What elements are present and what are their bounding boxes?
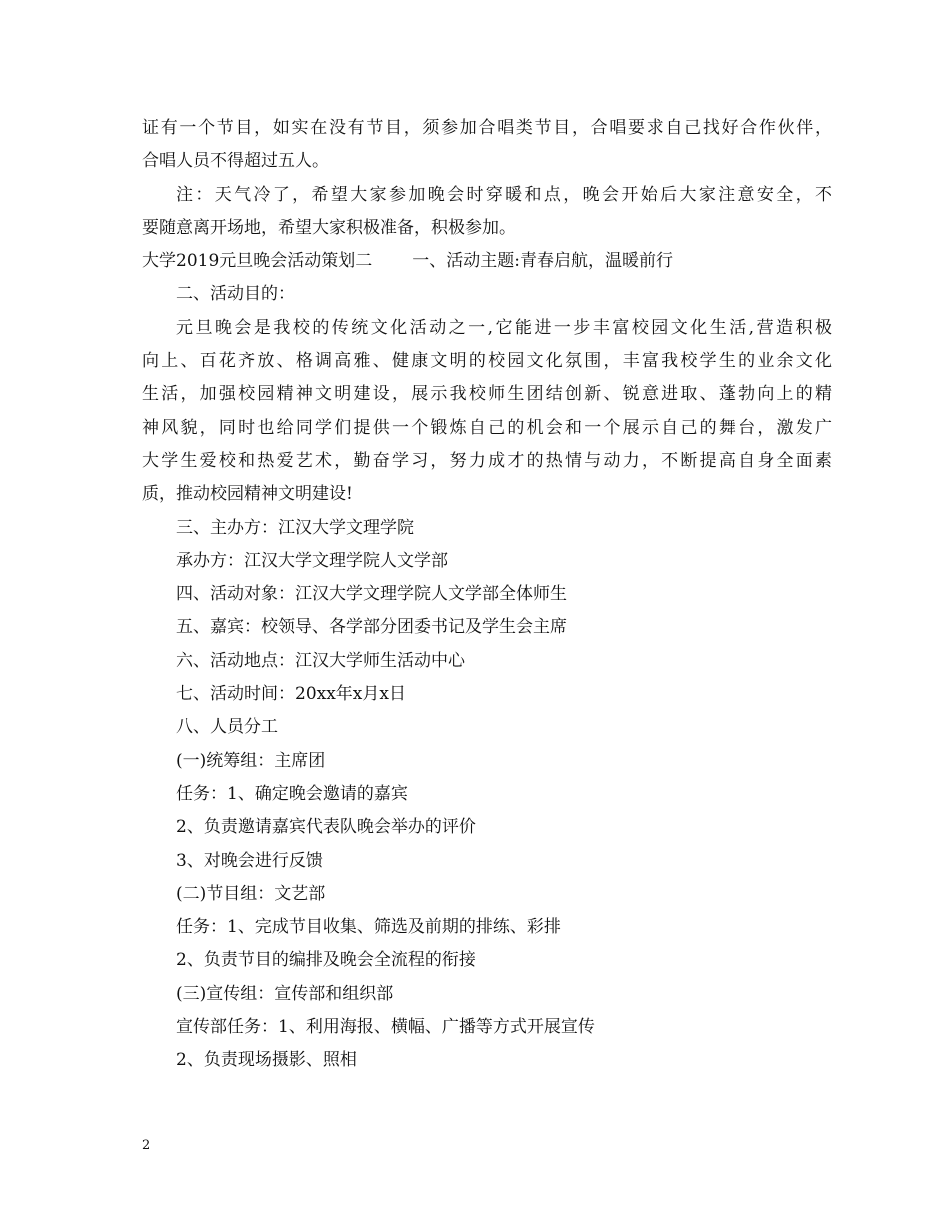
section-heading xyxy=(142,245,832,278)
list-item: 任务：1、确定晚会邀请的嘉宾 xyxy=(176,783,408,804)
text-line: 神风貌，同时也给同学们提供一个锻炼自己的机会和一个展示自己的舞台，激发广 xyxy=(142,417,832,438)
page-number: 2 xyxy=(142,1138,151,1153)
text-line: 注：天气冷了，希望大家参加晚会时穿暖和点，晚会开始后大家注意安全，不 xyxy=(176,184,832,205)
list-item: 八、人员分工 xyxy=(176,717,278,738)
text-line: 证有一个节目，如实在没有节目，须参加合唱类节目，合唱要求自己找好合作伙伴， xyxy=(142,118,832,138)
list-item: 3、对晚会进行反馈 xyxy=(176,850,323,871)
document-body xyxy=(142,112,832,1078)
text-line: 生活，加强校园精神文明建设，展示我校师生团结创新、锐意进取、蓬勃向上的精 xyxy=(142,384,832,405)
section-heading: 二、活动目的： xyxy=(176,284,295,305)
list-item: 任务：1、完成节目收集、筛选及前期的排练、彩排 xyxy=(176,917,561,938)
list-item: 三、主办方：江汉大学文理学院 xyxy=(176,517,414,538)
list-item: 2、负责邀请嘉宾代表队晚会举办的评价 xyxy=(176,817,476,838)
activity-theme: 一、活动主题:青春启航，温暖前行 xyxy=(412,251,673,272)
text-line: 合唱人员不得超过五人。 xyxy=(142,151,329,172)
list-item: 六、活动地点：江汉大学师生活动中心 xyxy=(176,650,465,671)
text-line: 大学生爱校和热爱艺术，勤奋学习，努力成才的热情与动力，不断提高自身全面素 xyxy=(142,450,832,471)
text-line: 要随意离开场地，希望大家积极准备，积极参加。 xyxy=(142,217,516,238)
list-item: 2、负责现场摄影、照相 xyxy=(176,1050,357,1071)
text-line: 元旦晚会是我校的传统文化活动之一,它能进一步丰富校园文化生活,营造积极 xyxy=(176,317,832,338)
document-title: 大学2019元旦晚会活动策划二 xyxy=(142,251,373,272)
list-item: 承办方：江汉大学文理学院人文学部 xyxy=(176,550,448,571)
list-item: 宣传部任务：1、利用海报、横幅、广播等方式开展宣传 xyxy=(176,1017,595,1038)
list-item: 2、负责节目的编排及晚会全流程的衔接 xyxy=(176,950,476,971)
list-item: 四、活动对象：江汉大学文理学院人文学部全体师生 xyxy=(176,584,567,605)
list-item: 五、嘉宾：校领导、各学部分团委书记及学生会主席 xyxy=(176,617,567,638)
list-item: 七、活动时间：20xx年x月x日 xyxy=(176,684,406,705)
list-item: (二)节目组：文艺部 xyxy=(176,883,326,904)
list-item: (三)宣传组：宣传部和组织部 xyxy=(176,983,394,1004)
list-item: (一)统筹组：主席团 xyxy=(176,750,326,771)
text-line: 向上、百花齐放、格调高雅、健康文明的校园文化氛围，丰富我校学生的业余文化 xyxy=(142,351,832,372)
text-line: 质，推动校园精神文明建设! xyxy=(142,484,353,505)
